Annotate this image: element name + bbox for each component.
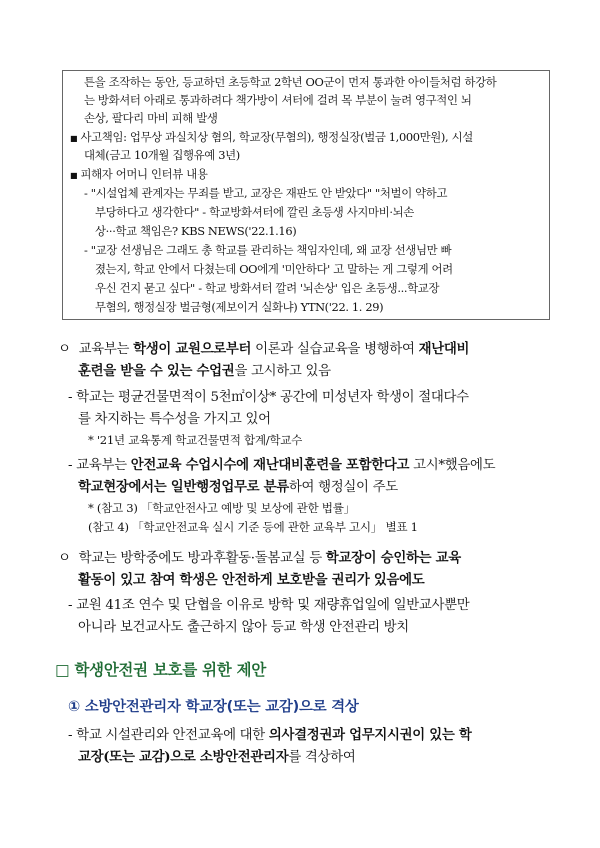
square-bullet-icon: ■ [70,134,78,143]
paragraph-1a-line-2: 를 차지하는 특수성을 가지고 있어 [78,412,271,427]
square-bullet-icon: ■ [70,171,78,180]
section-line-1: - 학교 시설관리와 안전교육에 대한 의사결정권과 업무지시권이 있는 학 [68,727,472,743]
footnote-building-area: * '21년 교육통계 학교건물면적 합계/학교수 [88,433,303,447]
box-line-5: 대체(금고 10개월 집행유예 3년) [84,148,240,162]
reference-4: (참고 4) 「학교안전교육 실시 기준 등에 관한 교육부 고시」 별표 1 [88,520,418,534]
paragraph-1-line-1: ㅇ 교육부는 학생이 교원으로부터 이론과 실습교육을 병행하여 재난대비 [58,341,470,357]
box-line-8: 부당하다고 생각한다" - 학교방화셔터에 깔린 초등생 사지마비·뇌손 [95,205,414,219]
box-line-1: 튼을 조작하는 동안, 등교하던 초등학교 2학년 OO군이 먼저 통과한 아이들처럼 하강하 [84,75,497,89]
paragraph-1a-line-1: - 학교는 평균건물면적이 5천㎡이상* 공간에 미성년자 학생이 절대다수 [68,390,469,405]
box-line-2: 는 방화셔터 아래로 통과하려다 책가방이 셔터에 걸려 목 부분이 눌려 영구적인 뇌 [84,93,472,107]
box-line-6: 피해자 어머니 인터뷰 내용 [80,167,208,181]
circle-bullet-icon: ㅇ [58,551,71,566]
box-bullet-interview [70,167,208,183]
box-line-10: - "교장 선생님은 그래도 총 학교를 관리하는 책임자인데, 왜 교장 선생님만 빠 [84,243,452,257]
box-line-12: 우신 건지 묻고 싶다" - 학교 방화셔터 깔려 '뇌손상' 입은 초등생...학교장 [95,281,440,295]
paragraph-1-line-2: 훈련을 받을 수 있는 수업권을 고시하고 있음 [78,363,331,379]
section-line-2: 교장(또는 교감)으로 소방안전관리자를 격상하여 [78,749,356,765]
paragraph-2-line-1: ㅇ 학교는 방학중에도 방과후활동·돌봄교실 등 학교장이 승인하는 교육 [58,550,461,566]
subsection-title: ① 소방안전관리자 학교장(또는 교감)으로 격상 [68,699,359,715]
box-line-9: 상···학교 책임은? KBS NEWS('22.1.16) [95,224,297,238]
reference-3: * (참고 3) 「학교안전사고 예방 및 보상에 관한 법률」 [88,501,355,515]
box-line-7: - "시설업체 관계자는 무죄를 받고, 교장은 재판도 안 받았다" "처벌이 약하고 [84,186,448,200]
paragraph-1b-line-2: 학교현장에서는 일반행정업무로 분류하여 행정실이 주도 [78,479,398,495]
box-bullet-liability [70,130,473,146]
box-line-13: 무혐의, 행정실장 벌금형(제보이거 실화냐) YTN('22. 1. 29) [95,300,384,314]
box-line-3: 손상, 팔다리 마비 피해 발생 [84,111,218,125]
paragraph-2a-line-2: 아니라 보건교사도 출근하지 않아 등교 학생 안전관리 방치 [78,620,409,635]
paragraph-2a-line-1: - 교원 41조 연수 및 단협을 이유로 방학 및 재량휴업일에 일반교사뿐만 [68,598,470,613]
box-line-4: 사고책임: 업무상 과실치상 혐의, 학교장(무혐의), 행정실장(벌금 1,000만원), 시설 [80,130,473,144]
box-line-11: 졌는지, 학교 안에서 다쳤는데 OO에게 '미안하다' 고 말하는 게 그렇게 어려 [95,262,453,276]
paragraph-2-line-2: 활동이 있고 참여 학생은 안전하게 보호받을 권리가 있음에도 [78,572,425,588]
circle-bullet-icon: ㅇ [58,342,71,357]
paragraph-1b-line-1: - 교육부는 안전교육 수업시수에 재난대비훈련을 포함한다고 고시*했음에도 [68,457,496,473]
section-heading: □ 학생안전권 보호를 위한 제안 [55,661,266,679]
